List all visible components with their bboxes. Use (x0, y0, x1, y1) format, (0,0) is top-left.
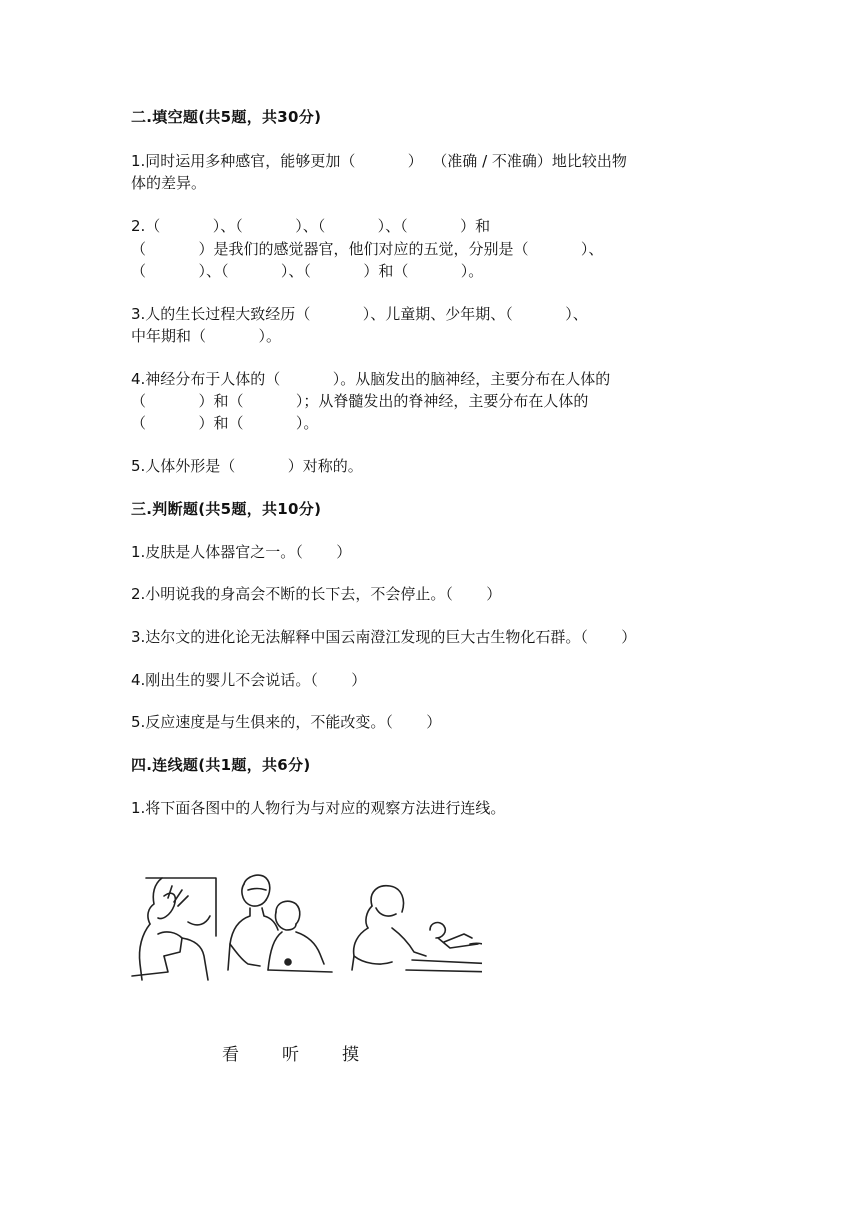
fill-q2-line3: （ ）、（ ）、（ ）和（ ）。 (131, 262, 484, 280)
section-judge-heading: 三.判断题(共5题，共10分) (131, 500, 322, 518)
figure-person-hand-at-face (132, 878, 216, 980)
judge-item-3: 3.达尔文的进化论无法解释中国云南澄江发现的巨大古生物化石群。（ ） (131, 628, 637, 646)
choice-touch: 摸 (342, 1045, 359, 1065)
fill-q4-line2: （ ）和（ ）；从脊髓发出的脊神经，主要分布在人体的 (131, 392, 589, 410)
observation-figures (128, 872, 482, 988)
choice-look: 看 (222, 1045, 239, 1065)
fill-q3-line1: 3.人的生长过程大致经历（ ）、儿童期、少年期、（ ）、 (131, 305, 588, 323)
judge-item-1: 1.皮肤是人体器官之一。（ ） (131, 543, 352, 561)
figure-girl-and-child (352, 886, 482, 972)
judge-item-4: 4.刚出生的婴儿不会说话。（ ） (131, 671, 367, 689)
fill-q4-line1: 4.神经分布于人体的（ ）。从脑发出的脑神经，主要分布在人体的 (131, 370, 611, 388)
fill-q1-line2: 体的差异。 (131, 174, 207, 192)
fill-q4-line3: （ ）和（ ）。 (131, 414, 319, 432)
fill-q1-line1: 1.同时运用多种感官，能够更加（ ） （准确 / 不准确）地比较出物 (131, 152, 627, 170)
judge-item-2: 2.小明说我的身高会不断的长下去，不会停止。（ ） (131, 585, 502, 603)
match-q1: 1.将下面各图中的人物行为与对应的观察方法进行连线。 (131, 799, 506, 817)
fill-q3-line2: 中年期和（ ）。 (131, 327, 281, 345)
figure-two-boys (228, 875, 332, 972)
fill-q2-line1: 2.（ ）、（ ）、（ ）、（ ）和 (131, 217, 491, 235)
judge-item-5: 5.反应速度是与生俱来的，不能改变。（ ） (131, 713, 442, 731)
section-match-heading: 四.连线题(共1题，共6分) (131, 756, 311, 774)
fill-q5: 5.人体外形是（ ）对称的。 (131, 457, 363, 475)
choice-listen: 听 (282, 1045, 299, 1065)
fill-q2-line2: （ ）是我们的感觉器官，他们对应的五觉，分别是（ ）、 (131, 240, 604, 258)
section-fill-heading: 二.填空题(共5题，共30分) (131, 108, 322, 126)
